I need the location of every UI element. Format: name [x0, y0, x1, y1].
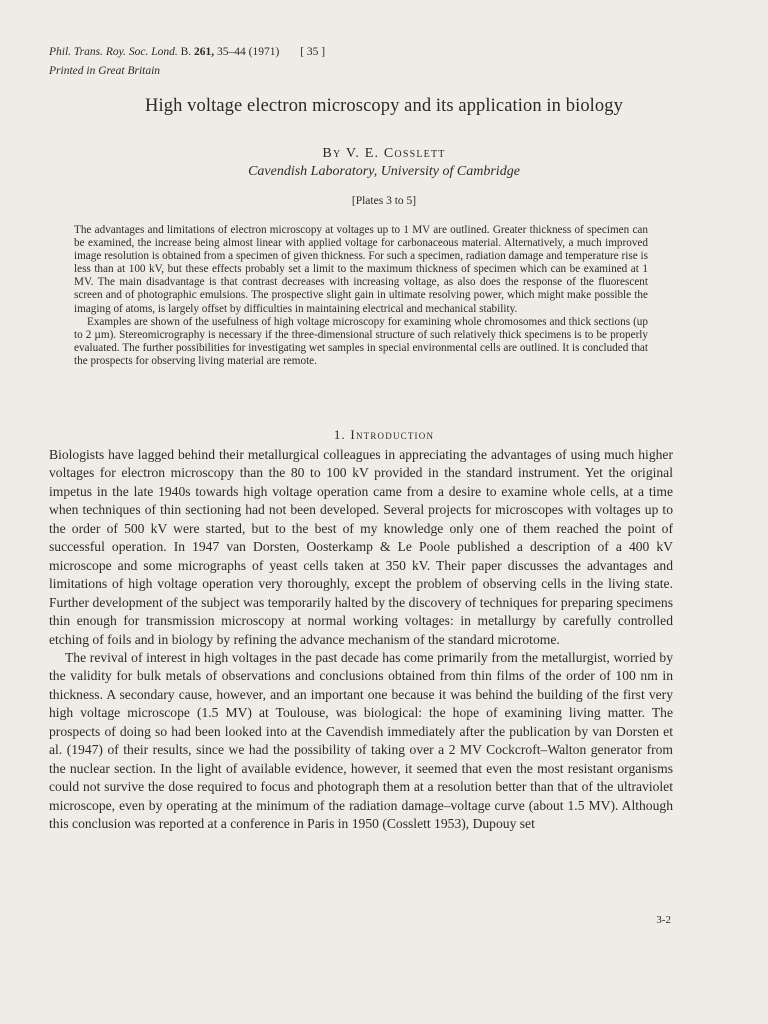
page-number: [ 35 ]	[300, 46, 326, 58]
signature-mark: 3-2	[656, 914, 671, 926]
abstract-paragraph-1: The advantages and limitations of electron microscopy at voltages up to 1 MV are outlined. Greater thickness of specimen can be examined, the increase being almost linear with applied voltage for carbonaceous material. Alternatively, a much improved image resolution is obtained from a specimen of given thickness. For such a specimen, radiation damage and temperature rise is less than at 100 kV, but these effects probably set a limit to the maximum thickness of specimen which can be examined at 1 MV. The main disadvantage is that contrast decreases with increasing voltage, as also does the response of the fluorescent screen and of photographic emulsions. The prospective slight gain in ultimate resolving power, which might make possible the imaging of atoms, is largely offset by difficulties in maintaining electrical and mechanical stability.	[74, 224, 648, 315]
body-paragraph-2: The revival of interest in high voltages in the past decade has come primarily from the metallurgist, worried by the validity for bulk metals of observations and conclusions obtained from thin films of the order of 100 nm in thickness. A secondary cause, however, and an important one because it was behind the building of the first very high voltage microscope (1.5 MV) at Toulouse, was biological: the hope of examining living matter. The prospects of doing so had been looked into at the Cavendish immediately after the publication by van Dorsten et al. (1947) of their results, since we had the possibility of taking over a 2 MV Cockcroft–Walton generator from the nuclear section. In the light of available evidence, however, it seemed that even the most resistant organisms could not survive the dose required to focus and photograph them at a resolution better than that of the ultraviolet microscope, even by operating at the minimum of the radiation damage–voltage curve (about 1.5 MV). Although this conclusion was reported at a conference in Paris in 1950 (Cosslett 1953), Dupouy set	[49, 649, 673, 832]
journal-pages: 35–44 (1971)	[217, 46, 280, 58]
journal-header	[49, 45, 325, 59]
affiliation: Cavendish Laboratory, University of Cambridge	[248, 164, 520, 179]
body-paragraph-1: Biologists have lagged behind their metallurgical colleagues in appreciating the advantages of using much higher voltages for electron microscopy than the 80 to 100 kV provided in the standard instrument. Yet the original impetus in the late 1940s towards high voltage operation came from a desire to examine whole cells, at a time when techniques of thin sectioning had not been developed. Several projects for microscopes with voltages up to the order of 500 kV were started, but to the best of my knowledge only one of them reached the point of successful operation. In 1947 van Dorsten, Oosterkamp & Le Poole published a description of a 400 kV microscope and some micrographs of yeast cells taken at 350 kV. Their paper discusses the advantages and limitations of high voltage operation very thoroughly, except the problem of observing cells in the living state. Further development of the subject was temporarily halted by the discovery of techniques for preparing specimens thin enough for transmission microscopy at normal working voltages: in metallurgy by carefully controlled etching of foils and in biology by refining the advance mechanism of the standard microtome.	[49, 447, 673, 647]
printed-in: Printed in Great Britain	[49, 65, 161, 77]
abstract	[74, 224, 648, 368]
journal-name: Phil. Trans. Roy. Soc. Lond.	[49, 46, 178, 58]
journal-series: B.	[180, 46, 192, 58]
abstract-paragraph-2: Examples are shown of the usefulness of high voltage microscopy for examining whole chromosomes and thick sections (up to 2 µm). Stereomicrography is necessary if the three-dimensional structure of such relatively thick specimens is to be properly evaluated. The further possibilities for investigating wet samples in special environmental cells are outlined. It is concluded that the prospects for observing living material are remote.	[74, 315, 648, 367]
body-text	[49, 446, 673, 834]
plates-note: [Plates 3 to 5]	[351, 195, 417, 207]
paper-title: High voltage electron microscopy and its application in biology	[145, 96, 623, 116]
author: By V. E. Cosslett	[322, 146, 446, 161]
section-heading: 1. Introduction	[333, 427, 435, 442]
journal-volume: 261,	[194, 46, 215, 58]
